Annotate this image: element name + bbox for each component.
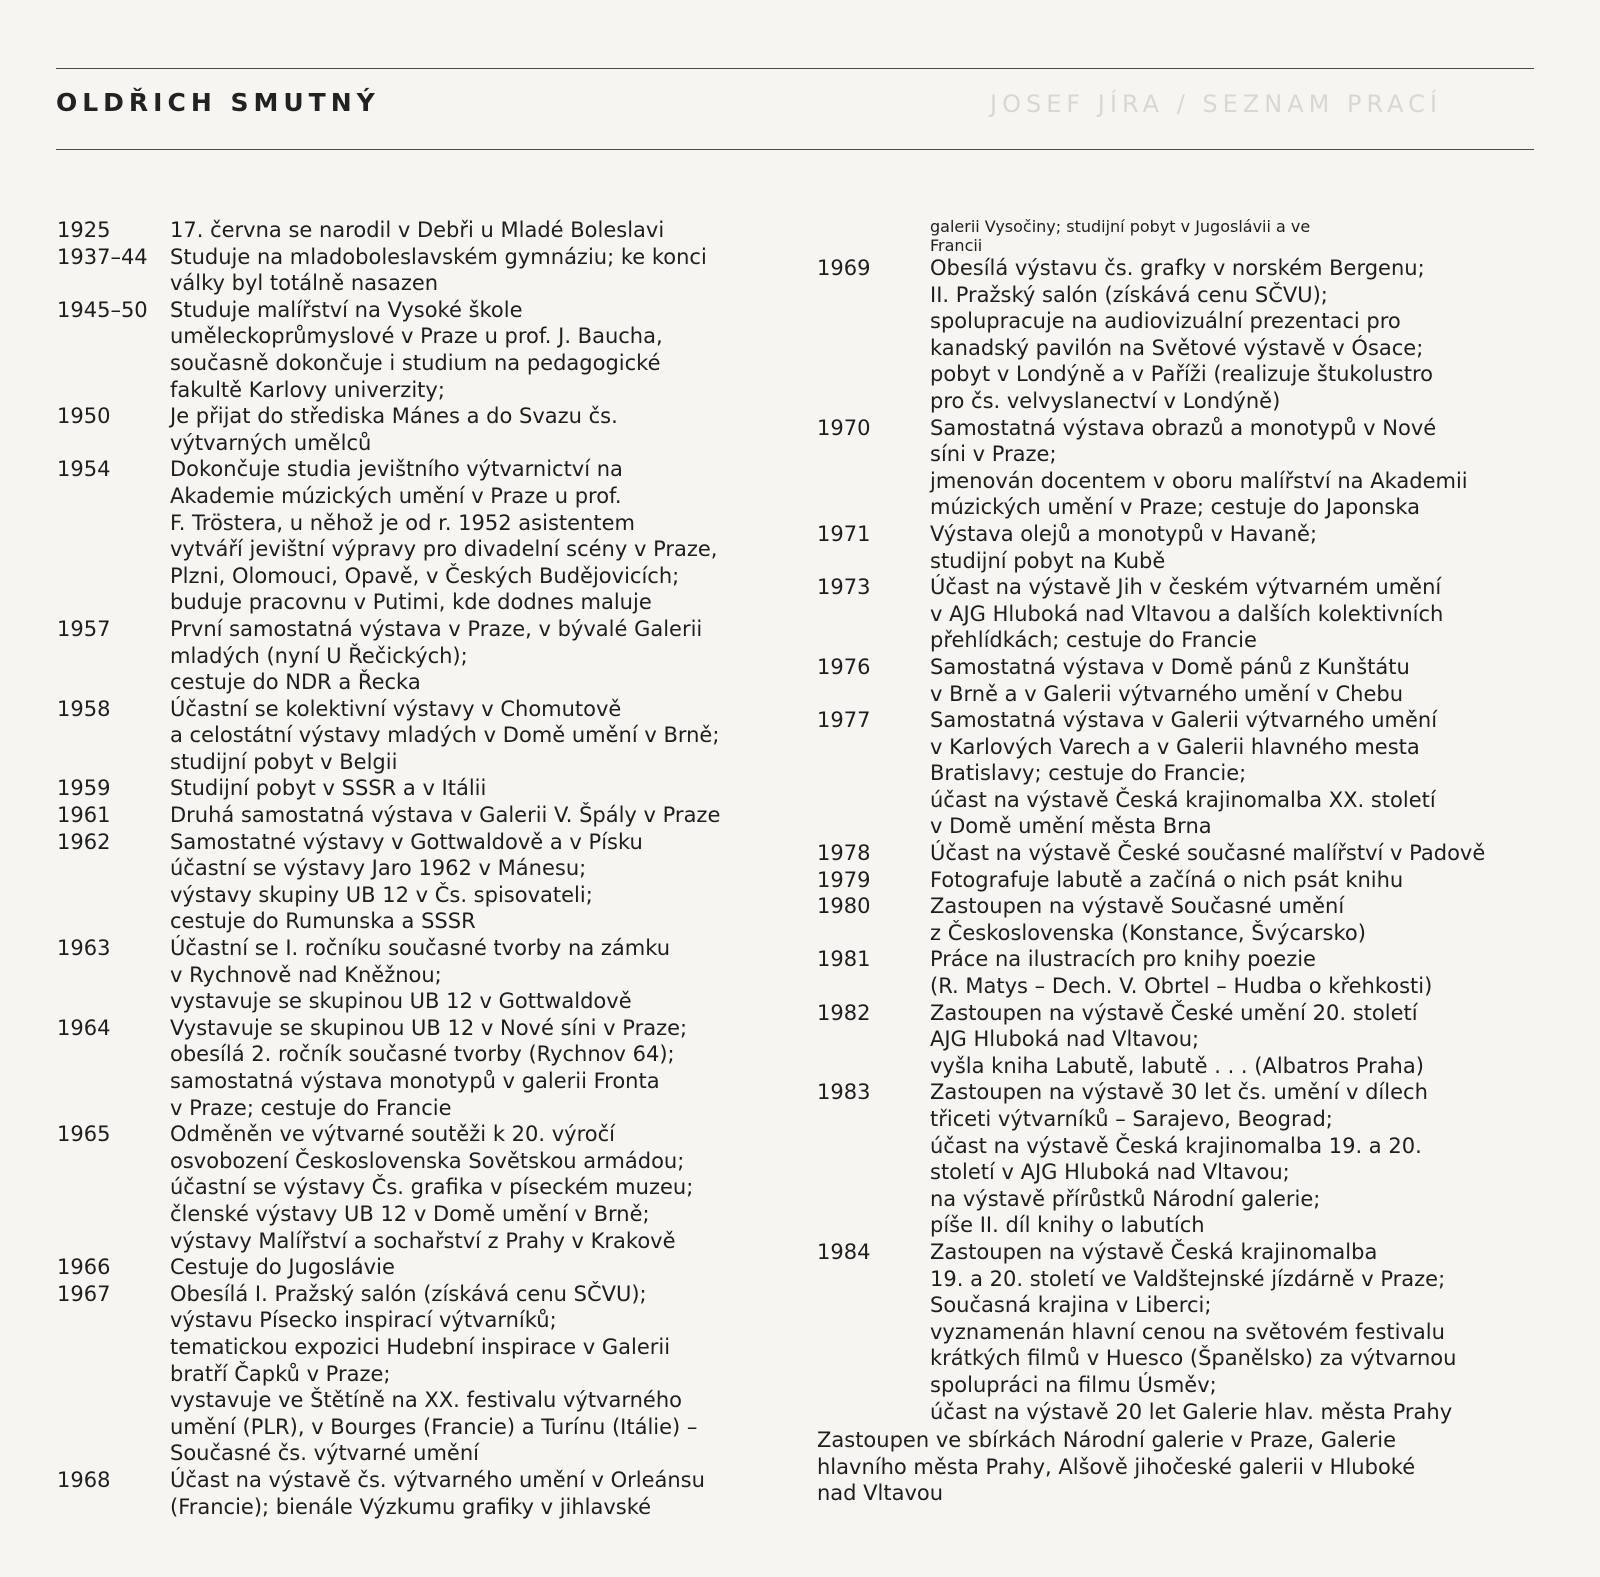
timeline-entry	[57, 829, 792, 935]
entry-text	[930, 574, 1552, 654]
entry-line: Obesílá I. Pražský salón (získává cenu SČVU);	[170, 1281, 647, 1306]
timeline-entry	[57, 1281, 792, 1467]
entry-line: Účast na výstavě Jih v českém výtvarném umění	[930, 575, 1442, 600]
entry-year: 1977	[817, 708, 871, 733]
entry-line: (R. Matys – Dech. V. Obrtel – Hudba o křehkosti)	[930, 974, 1433, 999]
entry-line: vyznamenán hlavní cenou na světovém festivalu	[930, 1319, 1445, 1344]
entry-line: Vystavuje se skupinou UB 12 v Nové síni v Praze;	[170, 1015, 688, 1040]
entry-year: 1925	[57, 218, 111, 242]
entry-line: krátkých filmů v Huesco (Španělsko) za výtvarnou	[930, 1346, 1457, 1371]
entry-line: Francii	[930, 236, 983, 255]
entry-line: Současná krajina v Liberci;	[930, 1293, 1212, 1318]
entry-text	[170, 456, 792, 616]
entry-line: účast na výstavě 20 let Galerie hlav. města Prahy	[930, 1399, 1453, 1424]
entry-line: umění (PLR), v Bourges (Francie) a Turínu (Itálie) –	[170, 1414, 698, 1439]
entry-year: 1959	[57, 776, 111, 801]
entry-line: První samostatná výstava v Praze, v bývalé Galerii	[170, 616, 703, 641]
entry-line: Účastní se kolektivní výstavy v Chomutově	[170, 696, 622, 721]
entry-year: 1971	[817, 521, 871, 546]
entry-line: Zastoupen na výstavě 30 let čs. umění v dílech	[930, 1080, 1428, 1105]
entry-text	[930, 1079, 1552, 1239]
entry-year: 1982	[817, 1000, 871, 1025]
entry-line: síni v Praze;	[930, 442, 1057, 467]
entry-text	[170, 1467, 792, 1520]
entry-line: Obesílá výstavu čs. grafky v norském Bergenu;	[930, 256, 1425, 280]
entry-text	[930, 946, 1552, 999]
entry-line: v AJG Hluboká nad Vltavou a dalších kolektivních	[930, 601, 1444, 626]
entry-line: Plzni, Olomouci, Opavě, v Českých Budějovicích;	[170, 563, 680, 588]
entry-line: členské výstavy UB 12 v Domě umění v Brně;	[170, 1201, 650, 1226]
entry-year: 1950	[57, 404, 111, 429]
entry-text	[930, 415, 1552, 521]
entry-line: vyšla kniha Labutě, labutě . . . (Albatros Praha)	[930, 1053, 1424, 1078]
entry-line: z Československa (Konstance, Švýcarsko)	[930, 920, 1366, 945]
timeline-entry	[817, 867, 1552, 894]
entry-line: výstavu Písecko inspirací výtvarníků;	[170, 1308, 557, 1333]
entry-line: II. Pražský salón (získává cenu SČVU);	[930, 282, 1328, 307]
entry-line: účastní se výstavy Jaro 1962 v Mánesu;	[170, 856, 587, 881]
entry-line: Samostatná výstava v Domě pánů z Kunštátu	[930, 654, 1410, 679]
entry-line: buduje pracovnu v Putimi, kde dodnes maluje	[170, 590, 652, 615]
entry-year: 1945–50	[57, 297, 148, 322]
entry-line: F. Tröstera, u něhož je od r. 1952 asistentem	[170, 510, 635, 535]
entry-line: vytváří jevištní výpravy pro divadelní scény v Praze,	[170, 537, 718, 562]
entry-year: 1973	[817, 575, 871, 600]
entry-line: Zastoupen na výstavě České umění 20. století	[930, 1000, 1418, 1025]
entry-line: výtvarných umělců	[170, 430, 372, 455]
entry-text	[170, 1281, 792, 1467]
entry-year: 1969	[817, 256, 871, 280]
entry-line: galerii Vysočiny; studijní pobyt v Jugoslávii a ve	[930, 217, 1311, 236]
timeline-entry	[817, 521, 1552, 574]
entry-line: 19. a 20. století ve Valdštejnské jízdárně v Praze;	[930, 1266, 1446, 1291]
entry-year: 1954	[57, 457, 111, 482]
title-underline-rule	[56, 149, 1534, 150]
entry-year: 1957	[57, 616, 111, 641]
entry-line: Práce na ilustracích pro knihy poezie	[930, 947, 1316, 972]
entry-line: studijní pobyt na Kubě	[930, 548, 1166, 573]
entry-line: píše II. díl knihy o labutích	[930, 1213, 1205, 1238]
entry-line: obesílá 2. ročník současné tvorby (Rychnov 64);	[170, 1042, 675, 1067]
entry-line: kanadský pavilón na Světové výstavě v Ósace;	[930, 335, 1424, 360]
entry-line: 17. června se narodil v Debři u Mladé Boleslavi	[170, 218, 665, 242]
entry-line: účast na výstavě Česká krajinomalba 19. a 20.	[930, 1133, 1422, 1158]
entry-year: 1958	[57, 696, 111, 721]
entry-text	[170, 696, 792, 776]
timeline-entry	[57, 1015, 792, 1121]
entry-line: účast na výstavě Česká krajinomalba XX. století	[930, 787, 1436, 812]
entry-text	[170, 829, 792, 935]
timeline-entry	[817, 707, 1552, 840]
entry-line: pro čs. velvyslanectví v Londýně)	[930, 388, 1281, 413]
entry-year: 1983	[817, 1080, 871, 1105]
entry-line: studijní pobyt v Belgii	[170, 749, 398, 774]
timeline-entry	[817, 1239, 1552, 1425]
entry-text	[170, 1015, 792, 1121]
timeline-entry	[817, 893, 1552, 946]
entry-line: Bratislavy; cestuje do Francie;	[930, 761, 1247, 786]
collections-note	[817, 1427, 1552, 1507]
timeline-entry	[57, 1254, 792, 1281]
entry-text	[170, 244, 792, 297]
entry-text	[930, 654, 1552, 707]
entry-line: jmenován docentem v oboru malířství na Akademii	[930, 468, 1468, 493]
entry-line: Samostatná výstava obrazů a monotypů v Nové	[930, 415, 1437, 440]
entry-line: tematickou expozici Hudební inspirace v Galerii	[170, 1334, 671, 1359]
entry-line: Samostatné výstavy v Gottwaldově a v Písku	[170, 829, 643, 854]
timeline-entry	[57, 244, 792, 297]
entry-line: století v AJG Hluboká nad Vltavou;	[930, 1160, 1290, 1185]
entry-line: v Praze; cestuje do Francie	[170, 1095, 452, 1120]
timeline-entry	[817, 415, 1552, 521]
right-column	[817, 217, 1552, 1507]
timeline-entry	[57, 297, 792, 403]
entry-text	[930, 1239, 1552, 1425]
entry-line: Studuje malířství na Vysoké škole	[170, 297, 523, 322]
timeline-entry	[57, 1121, 792, 1254]
entry-line: výstavy Malířství a sochařství z Prahy v Krakově	[170, 1228, 676, 1253]
timeline-entry	[57, 935, 792, 1015]
entry-year: 1970	[817, 415, 871, 440]
entry-line: v Karlových Varech a v Galerii hlavného mesta	[930, 734, 1420, 759]
right-intro-continuation	[930, 217, 1552, 255]
entry-text	[930, 867, 1552, 894]
entry-line: uměleckoprůmyslové v Praze u prof. J. Baucha,	[170, 324, 663, 349]
entry-line: Studijní pobyt v SSSR a v Itálii	[170, 776, 487, 801]
entry-year: 1979	[817, 867, 871, 892]
entry-line: spolupracuje na audiovizuální prezentaci pro	[930, 309, 1401, 334]
entry-text	[170, 403, 792, 456]
timeline-entry	[57, 802, 792, 829]
entry-line: Je přijat do střediska Mánes a do Svazu čs.	[170, 404, 618, 429]
footer-line: hlavního města Prahy, Alšově jihočeské galerii v Hluboké	[817, 1454, 1416, 1479]
page-title: OLDŘICH SMUTNÝ	[56, 88, 380, 117]
entry-line: v Domě umění města Brna	[930, 814, 1212, 839]
entry-line: Studuje na mladoboleslavském gymnáziu; ke konci	[170, 244, 707, 269]
entry-line: pobyt v Londýně a v Paříži (realizuje štukolustro	[930, 362, 1434, 387]
entry-year: 1981	[817, 947, 871, 972]
footer-line: nad Vltavou	[817, 1481, 944, 1506]
timeline-entry	[57, 775, 792, 802]
entry-text	[170, 297, 792, 403]
entry-line: Druhá samostatná výstava v Galerii V. Špály v Praze	[170, 803, 721, 828]
entry-year: 1978	[817, 841, 871, 866]
entry-text	[930, 893, 1552, 946]
timeline-entry	[57, 616, 792, 696]
entry-line: války byl totálně nasazen	[170, 271, 439, 296]
top-rule	[56, 68, 1534, 69]
timeline-entry	[817, 1000, 1552, 1080]
entry-line: fakultě Karlovy univerzity;	[170, 377, 445, 402]
entry-line: osvobození Československa Sovětskou armádou;	[170, 1148, 685, 1173]
entry-year: 1967	[57, 1281, 111, 1306]
entry-text	[170, 802, 792, 829]
entry-line: Účastní se I. ročníku současné tvorby na zámku	[170, 936, 671, 961]
entry-year: 1976	[817, 654, 871, 679]
entry-line: Účast na výstavě čs. výtvarného umění v Orleánsu	[170, 1467, 705, 1492]
timeline-entry	[817, 840, 1552, 867]
entry-text	[170, 935, 792, 1015]
entry-line: Cestuje do Jugoslávie	[170, 1255, 395, 1280]
timeline-entry	[57, 696, 792, 776]
entry-text	[170, 1121, 792, 1254]
timeline-entry	[817, 1079, 1552, 1239]
entry-year: 1984	[817, 1239, 871, 1264]
entry-line: přehlídkách; cestuje do Francie	[930, 628, 1257, 653]
entry-line: v Brně a v Galerii výtvarného umění v Chebu	[930, 681, 1404, 706]
entry-line: a celostátní výstavy mladých v Domě umění v Brně;	[170, 723, 720, 748]
entry-year: 1963	[57, 936, 111, 961]
entry-line: třiceti výtvarníků – Sarajevo, Beograd;	[930, 1107, 1333, 1131]
entry-line: v Rychnově nad Kněžnou;	[170, 962, 442, 987]
timeline-entry	[57, 217, 792, 244]
entry-year: 1964	[57, 1015, 111, 1040]
entry-text	[930, 707, 1552, 840]
entry-line: bratří Čapků v Praze;	[170, 1361, 391, 1386]
timeline-entry	[817, 654, 1552, 707]
entry-line: Výstava olejů a monotypů v Havaně;	[930, 521, 1318, 546]
entry-line: samostatná výstava monotypů v galerii Fronta	[170, 1069, 660, 1093]
entry-text	[930, 1000, 1552, 1080]
entry-line: múzických umění v Praze; cestuje do Japonska	[930, 495, 1421, 520]
entry-text	[170, 616, 792, 696]
entry-year: 1966	[57, 1255, 111, 1280]
footer-line: Zastoupen ve sbírkách Národní galerie v Praze, Galerie	[817, 1428, 1397, 1453]
entry-text	[930, 521, 1552, 574]
timeline-entry	[817, 574, 1552, 654]
timeline-entry	[817, 946, 1552, 999]
entry-text	[930, 255, 1552, 415]
entry-line: vystavuje se skupinou UB 12 v Gottwaldově	[170, 989, 632, 1014]
entry-line: Zastoupen na výstavě Česká krajinomalba	[930, 1239, 1378, 1264]
bleed-through-title: JOSEF JÍRA / SEZNAM PRACÍ	[990, 90, 1442, 118]
entry-year: 1937–44	[57, 244, 148, 269]
entry-line: Samostatná výstava v Galerii výtvarného umění	[930, 708, 1438, 733]
entry-line: Zastoupen na výstavě Současné umění	[930, 894, 1345, 919]
entry-line: cestuje do Rumunska a SSSR	[170, 909, 476, 934]
entry-line: Akademie múzických umění v Praze u prof.	[170, 483, 622, 508]
entry-line: Současné čs. výtvarné umění	[170, 1441, 479, 1466]
timeline-entry	[57, 1467, 792, 1520]
entry-line: Účast na výstavě České současné malířství v Padově	[930, 841, 1486, 866]
entry-line: spolupráci na filmu Úsměv;	[930, 1372, 1217, 1397]
entry-line: vystavuje ve Štětíně na XX. festivalu výtvarného	[170, 1388, 682, 1413]
timeline-entry	[817, 255, 1552, 415]
entry-year: 1962	[57, 829, 111, 854]
entry-line: cestuje do NDR a Řecka	[170, 670, 421, 695]
entry-line: AJG Hluboká nad Vltavou;	[930, 1027, 1200, 1052]
entry-line: účastní se výstavy Čs. grafika v píseckém muzeu;	[170, 1175, 694, 1200]
entry-year: 1965	[57, 1122, 111, 1147]
entry-year: 1968	[57, 1467, 111, 1492]
entry-line: Odměněn ve výtvarné soutěži k 20. výročí	[170, 1122, 615, 1147]
entry-line: mladých (nyní U Řečických);	[170, 643, 468, 668]
entry-line: Fotografuje labutě a začíná o nich psát knihu	[930, 867, 1404, 892]
entry-line: na výstavě přírůstků Národní galerie;	[930, 1186, 1321, 1211]
entry-year: 1980	[817, 894, 871, 919]
entry-year: 1961	[57, 803, 111, 828]
timeline-entry	[57, 456, 792, 616]
entry-text	[170, 217, 792, 244]
timeline-entry	[57, 403, 792, 456]
entry-line: současně dokončuje i studium na pedagogické	[170, 350, 661, 375]
entry-text	[170, 775, 792, 802]
entry-text	[930, 840, 1552, 867]
entry-line: výstavy skupiny UB 12 v Čs. spisovateli;	[170, 882, 593, 907]
entry-line: (Francie); bienále Výzkumu grafiky v jihlavské	[170, 1494, 652, 1519]
entry-line: Dokončuje studia jevištního výtvarnictví na	[170, 457, 623, 482]
left-column	[57, 217, 792, 1520]
entry-text	[170, 1254, 792, 1281]
